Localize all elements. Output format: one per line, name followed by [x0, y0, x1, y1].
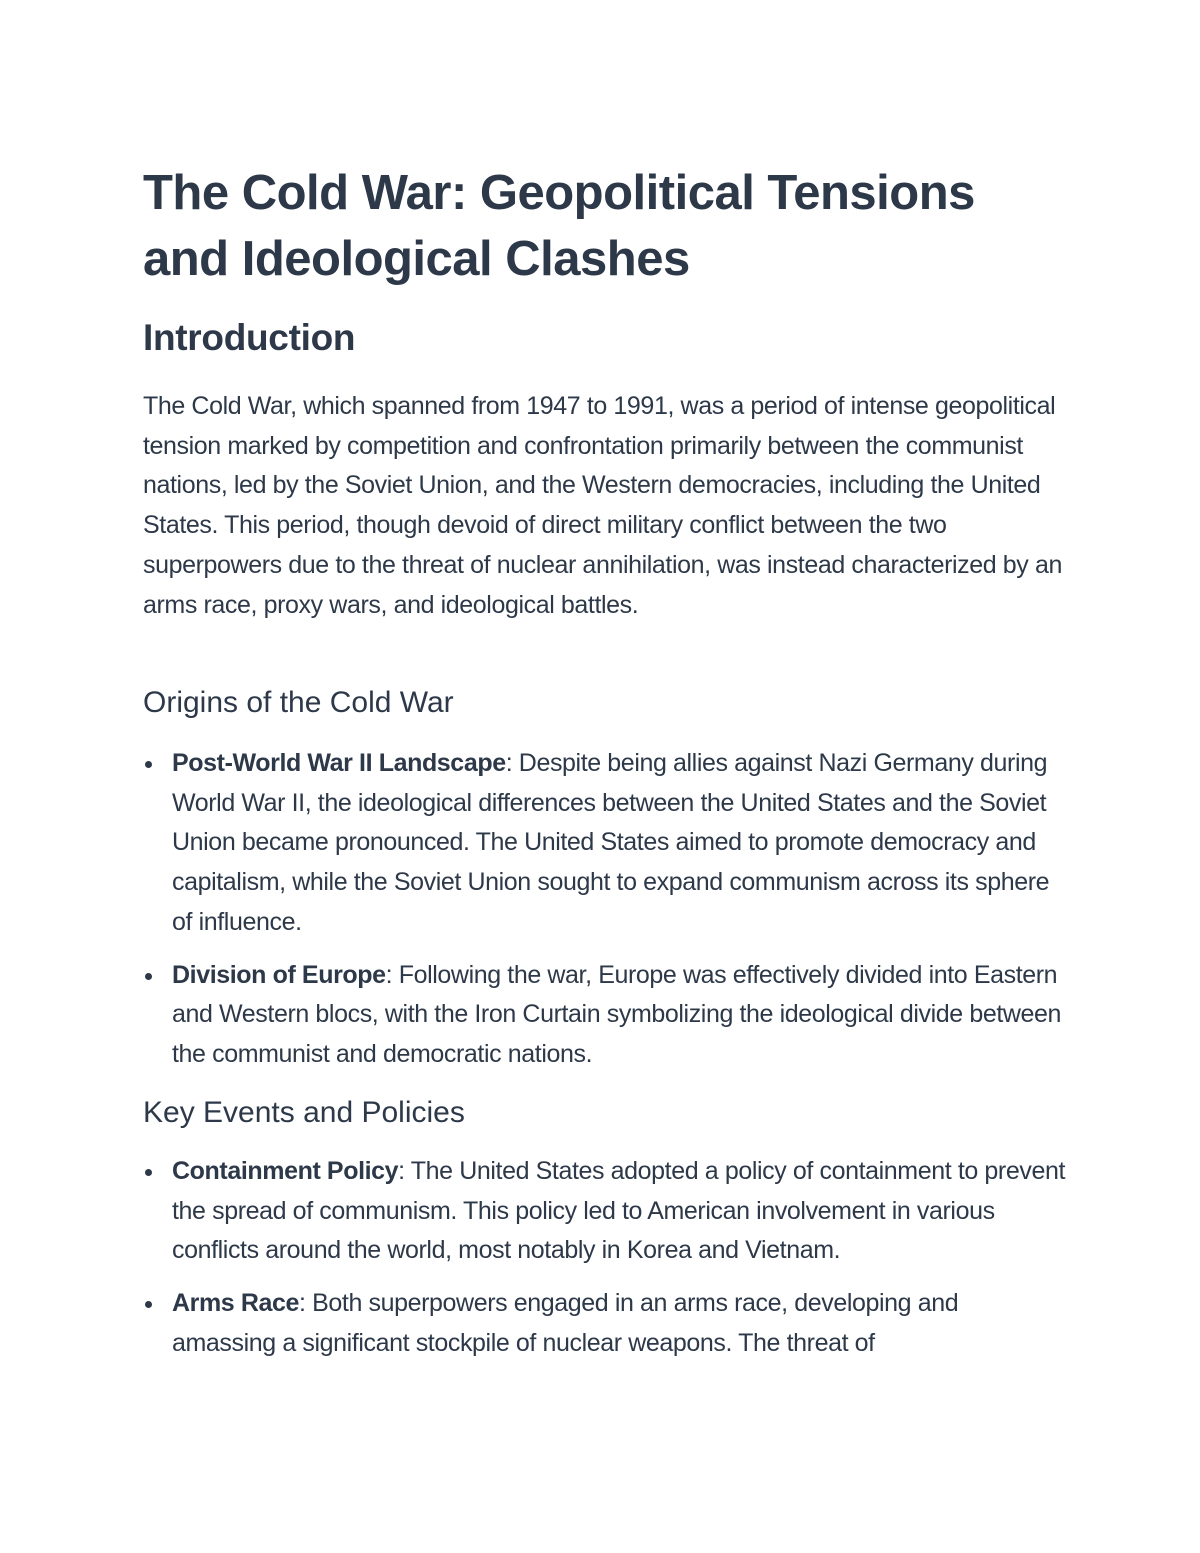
bullet-icon	[145, 1169, 152, 1176]
list-item-text: : The United States adopted a policy of containment to prevent the spread of communism. This policy led to American involvement in various conflicts around the world, most notably in Korea and Vietnam.	[172, 1157, 1066, 1265]
origins-heading: Origins of the Cold War	[143, 686, 454, 719]
list-item	[143, 1284, 1068, 1363]
introduction-paragraph: The Cold War, which spanned from 1947 to 1991, was a period of intense geopolitical tension marked by competition and confrontation primarily between the communist nations, led by the Soviet Union, and the Western democracies, including the United States. This period, though devoid of direct military conflict between the two superpowers due to the threat of nuclear annihilation, was instead characterized by an arms race, proxy wars, and ideological battles.	[143, 392, 1062, 619]
origins-list	[143, 744, 1068, 1088]
list-item-term: Containment Policy	[172, 1157, 399, 1185]
list-item-term: Division of Europe	[172, 960, 386, 989]
bullet-icon	[145, 973, 152, 980]
list-item-term: Post-World War II Landscape	[172, 749, 506, 777]
document-title: The Cold War: Geopolitical Tensions and Ideological Clashes	[143, 166, 975, 286]
key-events-heading: Key Events and Policies	[143, 1096, 465, 1129]
key-events-list	[143, 1152, 1068, 1377]
bullet-icon	[145, 761, 152, 768]
list-item	[143, 744, 1068, 943]
list-item-text: : Following the war, Europe was effectively divided into Eastern and Western blocs, with the Iron Curtain symbolizing the ideological divide between the communist and democratic nations.	[172, 960, 1062, 1068]
list-item-text: : Both superpowers engaged in an arms race, developing and amassing a significant stockpile of nuclear weapons. The threat of	[172, 1289, 959, 1357]
introduction-heading: Introduction	[143, 317, 356, 358]
list-item	[143, 1152, 1068, 1271]
list-item-term: Arms Race	[172, 1289, 300, 1318]
list-item	[143, 956, 1068, 1075]
list-item-text: : Despite being allies against Nazi Germany during World War II, the ideological differences between the United States and the Soviet Union became pronounced. The United States aimed to promote democracy and capitalism, while the Soviet Union sought to expand communism across its sphere of influence.	[172, 749, 1050, 936]
bullet-icon	[145, 1301, 152, 1308]
